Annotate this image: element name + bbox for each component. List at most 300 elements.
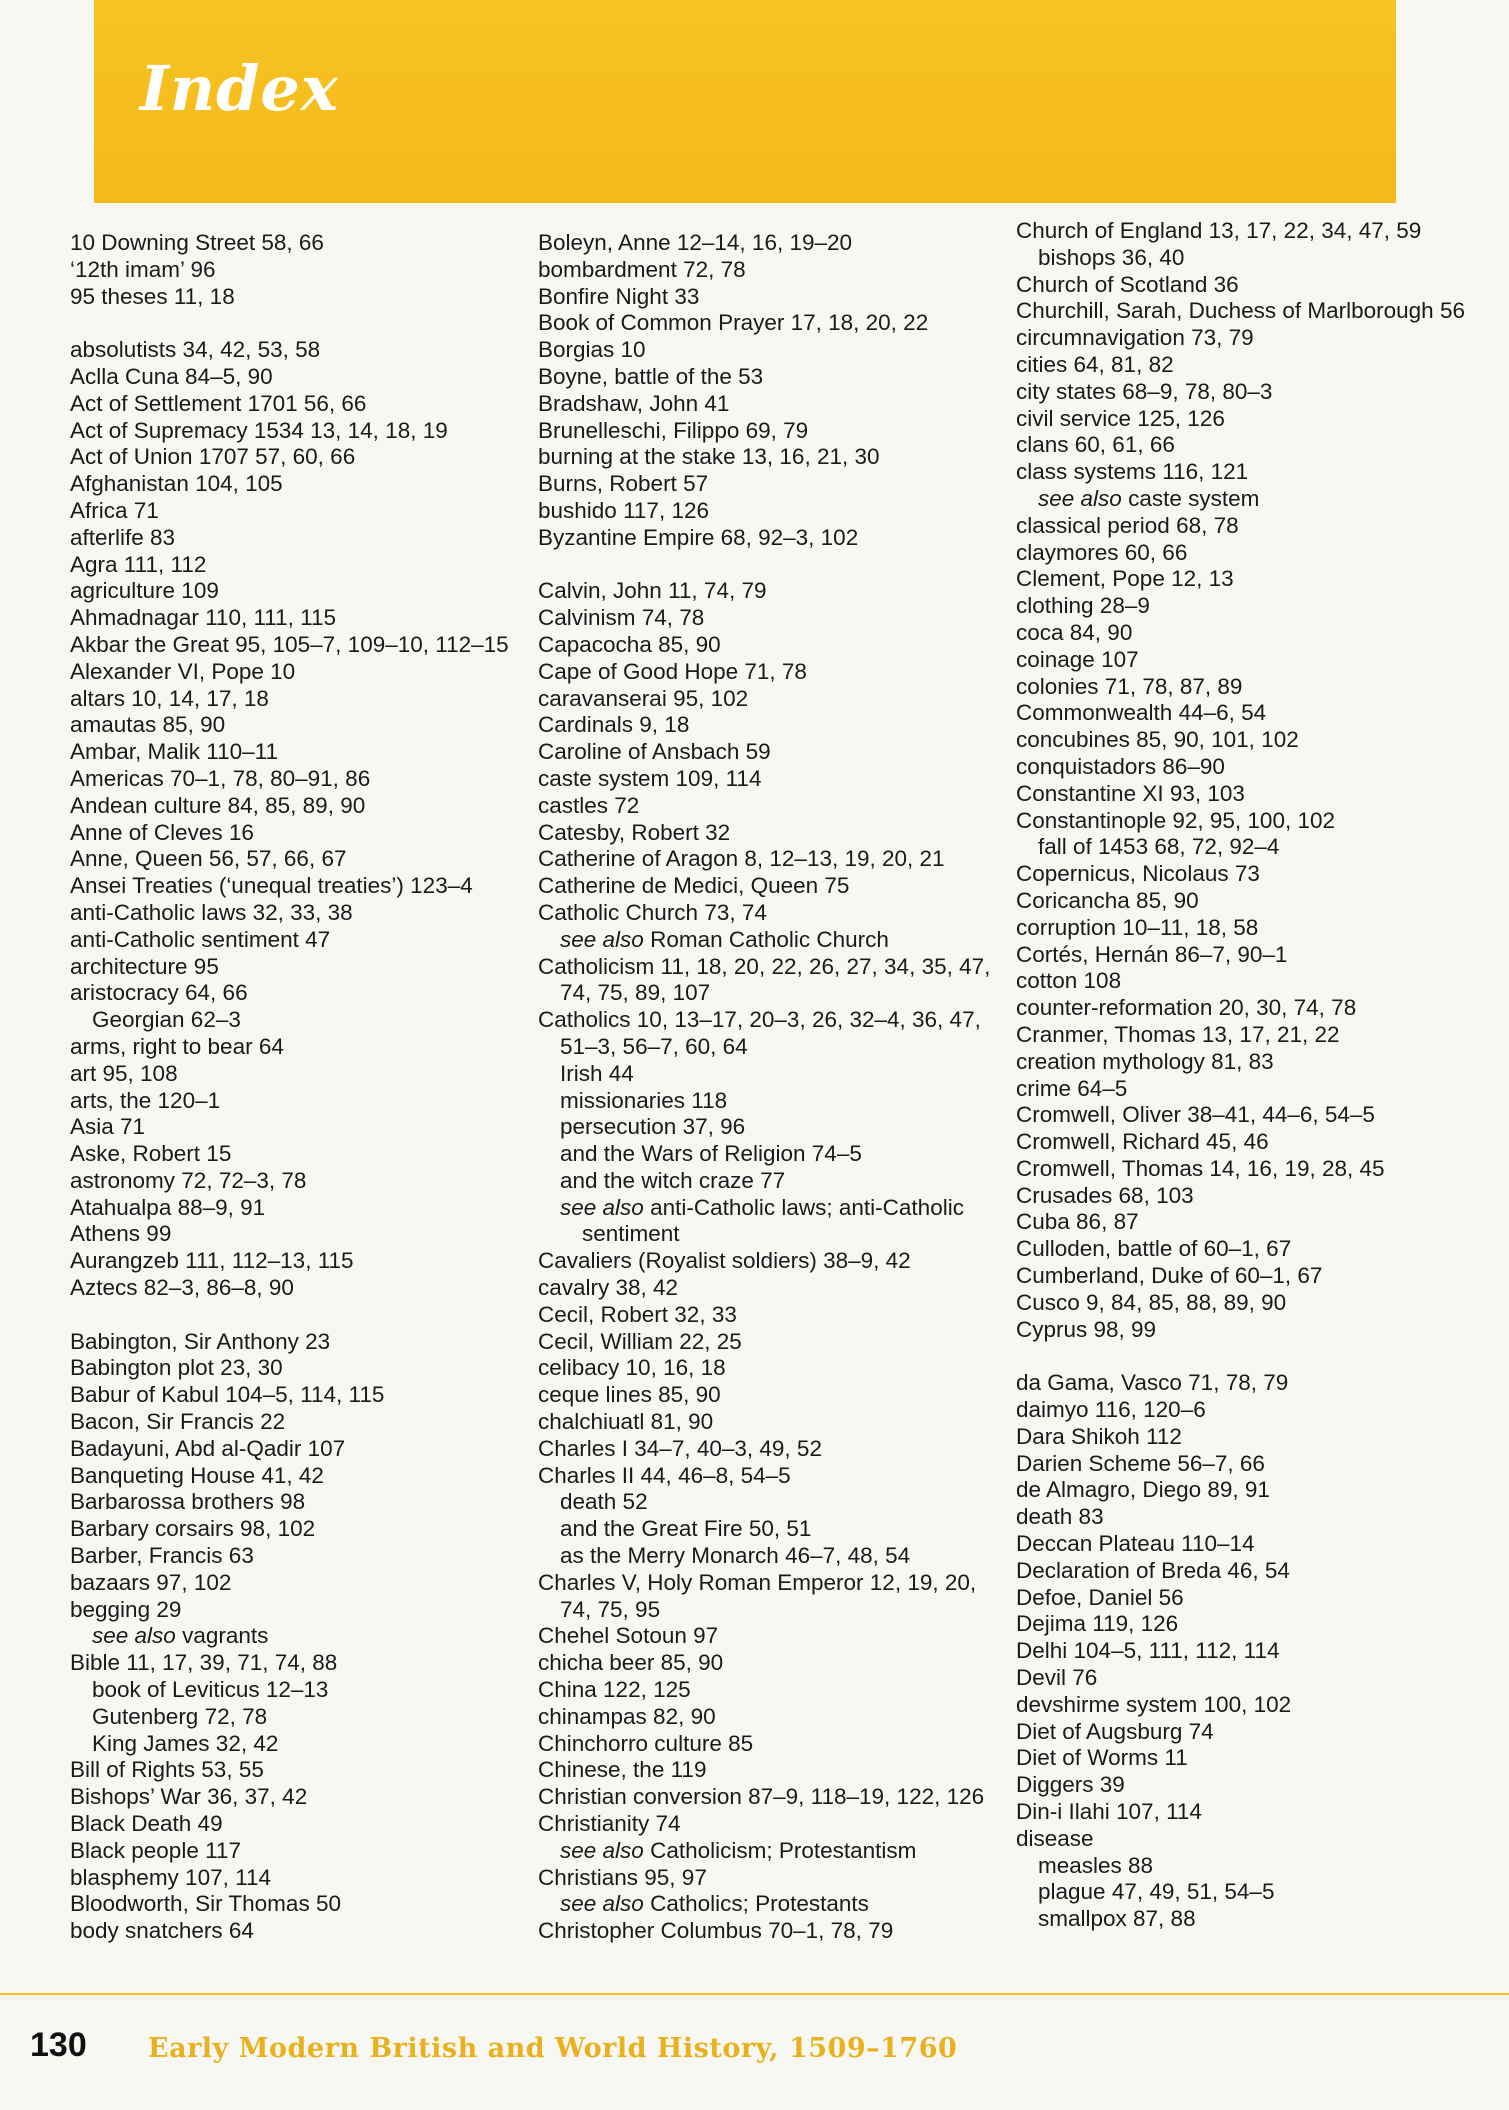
entry-text: claymores 60, 66 — [1016, 539, 1188, 565]
entry-text: anti-Catholic sentiment 47 — [70, 926, 331, 952]
entry-text: aristocracy 64, 66 — [70, 980, 248, 1006]
entry-text: China 122, 125 — [538, 1677, 691, 1703]
entry-text: Cardinals 9, 18 — [538, 712, 690, 738]
index-entry — [70, 605, 535, 632]
index-subentry — [1016, 1906, 1496, 1933]
entry-text: cotton 108 — [1016, 968, 1122, 994]
index-subentry — [538, 927, 1003, 954]
entry-text: Cumberland, Duke of 60–1, 67 — [1016, 1263, 1323, 1289]
index-entry — [538, 659, 1003, 686]
index-entry — [1016, 1638, 1496, 1665]
index-entry — [1016, 406, 1496, 433]
index-entry — [1016, 620, 1496, 647]
entry-text: coinage 107 — [1016, 646, 1139, 672]
index-entry — [70, 1355, 535, 1382]
index-entry — [1016, 1558, 1496, 1585]
index-entry — [70, 230, 535, 257]
see-also-label: see also — [560, 926, 644, 952]
index-entry — [70, 1329, 535, 1356]
index-entry — [70, 525, 535, 552]
see-also-label: see also — [560, 1837, 644, 1863]
entry-text: astronomy 72, 72–3, 78 — [70, 1167, 307, 1193]
entry-text: Declaration of Breda 46, 54 — [1016, 1557, 1290, 1583]
index-column-2 — [538, 230, 1003, 1945]
index-entry — [70, 820, 535, 847]
footer-divider — [0, 1993, 1509, 1995]
entry-text: Act of Union 1707 57, 60, 66 — [70, 444, 356, 470]
index-entry — [538, 1757, 1003, 1784]
entry-text: Aurangzeb 111, 112–13, 115 — [70, 1248, 354, 1274]
index-entry — [1016, 593, 1496, 620]
entry-text: colonies 71, 78, 87, 89 — [1016, 673, 1243, 699]
entry-text: Coricancha 85, 90 — [1016, 887, 1199, 913]
entry-text: afterlife 83 — [70, 524, 176, 550]
entry-text: caste system 109, 114 — [538, 765, 762, 791]
entry-text: Capacocha 85, 90 — [538, 631, 721, 657]
entry-text: architecture 95 — [70, 953, 219, 979]
entry-text: Cavaliers (Royalist soldiers) 38–9, 42 — [538, 1248, 911, 1274]
index-entry — [538, 1918, 1003, 1945]
entry-text: Delhi 104–5, 111, 112, 114 — [1016, 1638, 1280, 1664]
index-entry — [70, 1570, 535, 1597]
index-entry — [538, 1650, 1003, 1677]
entry-text: Aske, Robert 15 — [70, 1141, 232, 1167]
entry-text: and the Wars of Religion 74–5 — [560, 1141, 862, 1167]
index-subentry — [70, 1677, 535, 1704]
index-subentry — [538, 1516, 1003, 1543]
entry-text: Boyne, battle of the 53 — [538, 363, 764, 389]
index-entry — [538, 578, 1003, 605]
index-entry — [538, 1409, 1003, 1436]
index-entry — [70, 444, 535, 471]
entry-text: Cecil, William 22, 25 — [538, 1328, 742, 1354]
index-entry — [1016, 1156, 1496, 1183]
index-entry — [70, 337, 535, 364]
index-entry — [1016, 700, 1496, 727]
index-entry — [1016, 1102, 1496, 1129]
entry-text: Badayuni, Abd al-Qadir 107 — [70, 1435, 346, 1461]
index-entry — [70, 1275, 535, 1302]
entry-text: Cecil, Robert 32, 33 — [538, 1301, 737, 1327]
entry-text: bushido 117, 126 — [538, 497, 709, 523]
entry-text: Aclla Cuna 84–5, 90 — [70, 363, 273, 389]
entry-text: clothing 28–9 — [1016, 593, 1150, 619]
entry-text: Black people 117 — [70, 1837, 241, 1863]
entry-text: arts, the 120–1 — [70, 1087, 221, 1113]
entry-text: amautas 85, 90 — [70, 712, 226, 738]
entry-text: Byzantine Empire 68, 92–3, 102 — [538, 524, 859, 550]
index-subentry — [1016, 486, 1496, 513]
index-entry — [70, 1463, 535, 1490]
index-entry — [1016, 861, 1496, 888]
entry-text: bishops 36, 40 — [1038, 244, 1185, 270]
index-entry — [70, 1221, 535, 1248]
index-subentry — [538, 1489, 1003, 1516]
index-subentry — [70, 1731, 535, 1758]
entry-text: crime 64–5 — [1016, 1075, 1128, 1101]
entry-text: absolutists 34, 42, 53, 58 — [70, 337, 321, 363]
index-entry — [538, 954, 1003, 1008]
entry-text: altars 10, 14, 17, 18 — [70, 685, 269, 711]
index-entry — [1016, 915, 1496, 942]
entry-text: Constantine XI 93, 103 — [1016, 780, 1245, 806]
entry-text: chalchiuatl 81, 90 — [538, 1409, 714, 1435]
entry-text: Brunelleschi, Filippo 69, 79 — [538, 417, 809, 443]
index-subentry — [1016, 245, 1496, 272]
entry-text: missionaries 118 — [560, 1087, 728, 1113]
entry-text: caravanserai 95, 102 — [538, 685, 749, 711]
index-subentry — [538, 1543, 1003, 1570]
index-entry — [1016, 1129, 1496, 1156]
index-entry — [70, 1516, 535, 1543]
index-entry — [70, 954, 535, 981]
index-entry — [70, 1918, 535, 1945]
see-also-label: see also — [560, 1891, 644, 1917]
entry-text: Catholicism 11, 18, 20, 22, 26, 27, 34, 35, 47, 74, 75, 89, 107 — [538, 953, 991, 1006]
entry-text: Andean culture 84, 85, 89, 90 — [70, 792, 366, 818]
entry-text: chinampas 82, 90 — [538, 1703, 716, 1729]
index-entry — [70, 1195, 535, 1222]
index-entry — [1016, 1772, 1496, 1799]
entry-text: fall of 1453 68, 72, 92–4 — [1038, 834, 1280, 860]
index-entry — [1016, 459, 1496, 486]
entry-text: cavalry 38, 42 — [538, 1275, 679, 1301]
index-entry — [538, 1677, 1003, 1704]
entry-text: ‘12th imam’ 96 — [70, 256, 216, 282]
entry-text: Bishops’ War 36, 37, 42 — [70, 1784, 308, 1810]
entry-text: castles 72 — [538, 792, 640, 818]
entry-text: Babington plot 23, 30 — [70, 1355, 283, 1381]
entry-text: Deccan Plateau 110–14 — [1016, 1531, 1255, 1557]
index-subentry — [1016, 1879, 1496, 1906]
entry-text: Borgias 10 — [538, 337, 646, 363]
entry-text: Agra 111, 112 — [70, 551, 207, 577]
index-entry — [70, 284, 535, 311]
index-entry — [538, 498, 1003, 525]
entry-text: Cyprus 98, 99 — [1016, 1316, 1157, 1342]
entry-text: Cuba 86, 87 — [1016, 1209, 1139, 1235]
index-entry — [538, 1623, 1003, 1650]
entry-text: Christian conversion 87–9, 118–19, 122, 126 — [538, 1784, 985, 1810]
entry-text: Chinchorro culture 85 — [538, 1730, 754, 1756]
index-entry — [70, 1141, 535, 1168]
index-entry — [70, 418, 535, 445]
entry-text: Bradshaw, John 41 — [538, 390, 730, 416]
index-entry — [538, 1007, 1003, 1061]
entry-text: circumnavigation 73, 79 — [1016, 325, 1254, 351]
entry-text: burning at the stake 13, 16, 21, 30 — [538, 444, 880, 470]
index-entry — [70, 1597, 535, 1624]
index-entry — [1016, 379, 1496, 406]
header-banner — [94, 0, 1396, 203]
entry-text: Georgian 62–3 — [92, 1007, 241, 1033]
index-entry — [70, 1248, 535, 1275]
entry-text: Act of Settlement 1701 56, 66 — [70, 390, 367, 416]
entry-text: Calvinism 74, 78 — [538, 605, 705, 631]
index-entry — [70, 1811, 535, 1838]
entry-text: Charles II 44, 46–8, 54–5 — [538, 1462, 791, 1488]
index-entry — [538, 525, 1003, 552]
index-entry — [1016, 781, 1496, 808]
see-also-label: see also — [92, 1623, 176, 1649]
entry-text: Calvin, John 11, 74, 79 — [538, 578, 767, 604]
entry-text: Alexander VI, Pope 10 — [70, 658, 296, 684]
index-entry — [538, 364, 1003, 391]
entry-text: Irish 44 — [560, 1060, 634, 1086]
index-entry — [1016, 1049, 1496, 1076]
index-column-3 — [1016, 218, 1496, 1933]
index-entry — [1016, 1826, 1496, 1853]
entry-text: begging 29 — [70, 1596, 182, 1622]
index-entry — [70, 712, 535, 739]
entry-text: Crusades 68, 103 — [1016, 1182, 1194, 1208]
index-entry — [538, 418, 1003, 445]
index-entry — [1016, 1076, 1496, 1103]
entry-text: bazaars 97, 102 — [70, 1569, 232, 1595]
entry-text: Copernicus, Nicolaus 73 — [1016, 861, 1260, 887]
entry-text: cities 64, 81, 82 — [1016, 351, 1174, 377]
index-subentry — [538, 1168, 1003, 1195]
entry-text: Darien Scheme 56–7, 66 — [1016, 1450, 1265, 1476]
entry-text: corruption 10–11, 18, 58 — [1016, 914, 1259, 940]
entry-text: caste system — [1128, 485, 1260, 511]
entry-text: Ambar, Malik 110–11 — [70, 739, 279, 765]
index-entry — [1016, 432, 1496, 459]
entry-text: and the witch craze 77 — [560, 1167, 786, 1193]
index-entry — [1016, 1477, 1496, 1504]
entry-text: Atahualpa 88–9, 91 — [70, 1194, 266, 1220]
index-entry — [538, 1865, 1003, 1892]
see-also-label: see also — [1038, 485, 1122, 511]
index-entry — [538, 846, 1003, 873]
index-entry — [1016, 888, 1496, 915]
see-also-label: see also — [560, 1194, 644, 1220]
index-entry — [538, 900, 1003, 927]
index-subentry — [538, 1141, 1003, 1168]
index-entry — [70, 980, 535, 1007]
entry-text: clans 60, 61, 66 — [1016, 432, 1175, 458]
index-entry — [70, 1061, 535, 1088]
index-entry — [538, 1329, 1003, 1356]
entry-text: anti-Catholic laws; anti-Catholic sentiment — [582, 1194, 964, 1247]
entry-text: 10 Downing Street 58, 66 — [70, 230, 324, 255]
entry-text: Book of Common Prayer 17, 18, 20, 22 — [538, 310, 929, 336]
entry-text: Barbarossa brothers 98 — [70, 1489, 306, 1515]
entry-text: Church of England 13, 17, 22, 34, 47, 59 — [1016, 218, 1422, 243]
index-entry — [1016, 1611, 1496, 1638]
index-entry — [70, 1114, 535, 1141]
index-subentry — [538, 1114, 1003, 1141]
index-entry — [1016, 1451, 1496, 1478]
entry-text: Bill of Rights 53, 55 — [70, 1757, 264, 1783]
index-entry — [1016, 1692, 1496, 1719]
index-entry — [538, 230, 1003, 257]
entry-text: Cape of Good Hope 71, 78 — [538, 658, 807, 684]
entry-text: measles 88 — [1038, 1852, 1154, 1878]
index-entry — [1016, 1263, 1496, 1290]
entry-text: counter-reformation 20, 30, 74, 78 — [1016, 995, 1357, 1021]
entry-text: Commonwealth 44–6, 54 — [1016, 700, 1267, 726]
index-entry — [1016, 942, 1496, 969]
entry-text: Asia 71 — [70, 1114, 146, 1140]
index-entry — [70, 364, 535, 391]
entry-text: Aztecs 82–3, 86–8, 90 — [70, 1275, 294, 1301]
entry-text: Burns, Robert 57 — [538, 471, 709, 497]
index-entry — [1016, 727, 1496, 754]
entry-text: blasphemy 107, 114 — [70, 1864, 271, 1890]
entry-text: death 52 — [560, 1489, 648, 1515]
page-number: 130 — [30, 2026, 87, 2064]
entry-text: plague 47, 49, 51, 54–5 — [1038, 1879, 1275, 1905]
entry-text: Anne of Cleves 16 — [70, 819, 254, 845]
entry-text: Devil 76 — [1016, 1665, 1098, 1691]
index-column-1 — [70, 230, 535, 1945]
entry-text: bombardment 72, 78 — [538, 256, 746, 282]
entry-text: Catherine of Aragon 8, 12–13, 19, 20, 21 — [538, 846, 945, 872]
index-entry — [1016, 1799, 1496, 1826]
entry-text: vagrants — [182, 1623, 269, 1649]
index-entry — [538, 739, 1003, 766]
entry-text: and the Great Fire 50, 51 — [560, 1516, 812, 1542]
index-entry — [1016, 1745, 1496, 1772]
entry-text: art 95, 108 — [70, 1060, 178, 1086]
index-entry — [70, 1436, 535, 1463]
index-entry — [1016, 968, 1496, 995]
entry-text: body snatchers 64 — [70, 1918, 254, 1944]
entry-text: Ansei Treaties (‘unequal treaties’) 123–4 — [70, 873, 473, 899]
index-entry — [70, 1838, 535, 1865]
entry-text: Banqueting House 41, 42 — [70, 1462, 324, 1488]
index-entry — [538, 1784, 1003, 1811]
entry-text: Barbary corsairs 98, 102 — [70, 1516, 316, 1542]
index-entry — [70, 632, 535, 659]
entry-text: Anne, Queen 56, 57, 66, 67 — [70, 846, 347, 872]
index-entry — [538, 391, 1003, 418]
index-entry — [1016, 1531, 1496, 1558]
index-entry — [538, 337, 1003, 364]
entry-text: arms, right to bear 64 — [70, 1033, 284, 1059]
entry-text: concubines 85, 90, 101, 102 — [1016, 727, 1299, 753]
entry-text: King James 32, 42 — [92, 1730, 279, 1756]
index-entry — [1016, 995, 1496, 1022]
entry-text: Africa 71 — [70, 497, 159, 523]
entry-text: Cromwell, Thomas 14, 16, 19, 28, 45 — [1016, 1155, 1385, 1181]
entry-text: Act of Supremacy 1534 13, 14, 18, 19 — [70, 417, 448, 443]
index-entry — [1016, 272, 1496, 299]
entry-text: Catholics; Protestants — [650, 1891, 869, 1917]
index-entry — [538, 1570, 1003, 1624]
index-entry — [70, 873, 535, 900]
index-entry — [1016, 754, 1496, 781]
index-entry — [1016, 513, 1496, 540]
entry-text: Athens 99 — [70, 1221, 172, 1247]
entry-text: Christianity 74 — [538, 1811, 681, 1837]
index-subentry — [1016, 834, 1496, 861]
index-entry — [70, 257, 535, 284]
index-entry — [70, 686, 535, 713]
entry-text: Defoe, Daniel 56 — [1016, 1584, 1184, 1610]
index-entry — [538, 820, 1003, 847]
entry-text: Catholic Church 73, 74 — [538, 899, 767, 925]
entry-text: Din-i Ilahi 107, 114 — [1016, 1799, 1202, 1825]
book-title: Early Modern British and World History, 1509–1760 — [148, 2033, 958, 2064]
index-entry — [538, 873, 1003, 900]
index-entry — [70, 900, 535, 927]
index-entry — [538, 1811, 1003, 1838]
entry-text: Cromwell, Richard 45, 46 — [1016, 1129, 1269, 1155]
entry-text: Black Death 49 — [70, 1811, 223, 1837]
index-entry — [538, 284, 1003, 311]
entry-text: Roman Catholic Church — [650, 926, 889, 952]
entry-text: Cortés, Hernán 86–7, 90–1 — [1016, 941, 1288, 967]
index-entry — [70, 1409, 535, 1436]
index-entry — [1016, 1317, 1496, 1344]
index-entry — [1016, 674, 1496, 701]
index-entry — [1016, 325, 1496, 352]
entry-text: creation mythology 81, 83 — [1016, 1048, 1274, 1074]
entry-text: class systems 116, 121 — [1016, 459, 1249, 485]
entry-text: city states 68–9, 78, 80–3 — [1016, 378, 1273, 404]
entry-text: Bonfire Night 33 — [538, 283, 700, 309]
index-entry — [1016, 1585, 1496, 1612]
index-entry — [538, 1355, 1003, 1382]
index-entry — [1016, 1236, 1496, 1263]
entry-text: de Almagro, Diego 89, 91 — [1016, 1477, 1270, 1503]
index-entry — [538, 766, 1003, 793]
index-subentry — [538, 1195, 1003, 1249]
entry-text: classical period 68, 78 — [1016, 512, 1239, 538]
index-entry — [70, 1757, 535, 1784]
index-entry — [538, 1275, 1003, 1302]
entry-text: book of Leviticus 12–13 — [92, 1677, 329, 1703]
entry-text: Catholicism; Protestantism — [650, 1837, 917, 1863]
index-entry — [70, 1784, 535, 1811]
entry-text: daimyo 116, 120–6 — [1016, 1397, 1206, 1423]
index-subentry — [538, 1088, 1003, 1115]
entry-text: Churchill, Sarah, Duchess of Marlborough 56 — [1016, 298, 1465, 324]
entry-text: Bible 11, 17, 39, 71, 74, 88 — [70, 1650, 338, 1676]
index-entry — [538, 793, 1003, 820]
index-entry — [70, 1891, 535, 1918]
entry-text: Church of Scotland 36 — [1016, 271, 1239, 297]
index-entry — [70, 1168, 535, 1195]
entry-text: Gutenberg 72, 78 — [92, 1703, 268, 1729]
index-entry — [538, 1248, 1003, 1275]
index-subentry — [538, 1891, 1003, 1918]
entry-text: Dejima 119, 126 — [1016, 1611, 1179, 1637]
index-entry — [1016, 1183, 1496, 1210]
index-entry — [70, 739, 535, 766]
entry-text: Barber, Francis 63 — [70, 1543, 254, 1569]
index-subentry — [538, 1838, 1003, 1865]
index-entry — [1016, 1397, 1496, 1424]
index-entry — [1016, 808, 1496, 835]
entry-text: Ahmadnagar 110, 111, 115 — [70, 605, 337, 631]
entry-text: disease — [1016, 1825, 1094, 1851]
entry-text: Clement, Pope 12, 13 — [1016, 566, 1234, 592]
entry-text: Caroline of Ansbach 59 — [538, 739, 771, 765]
entry-text: Charles V, Holy Roman Emperor 12, 19, 20, 74, 75, 95 — [538, 1569, 977, 1622]
index-entry — [70, 1382, 535, 1409]
index-entry — [1016, 1719, 1496, 1746]
entry-text: 95 theses 11, 18 — [70, 283, 235, 309]
index-entry — [538, 444, 1003, 471]
entry-text: Catesby, Robert 32 — [538, 819, 731, 845]
index-entry — [538, 1382, 1003, 1409]
entry-text: as the Merry Monarch 46–7, 48, 54 — [560, 1543, 911, 1569]
index-subentry — [70, 1704, 535, 1731]
index-entry — [1016, 1504, 1496, 1531]
